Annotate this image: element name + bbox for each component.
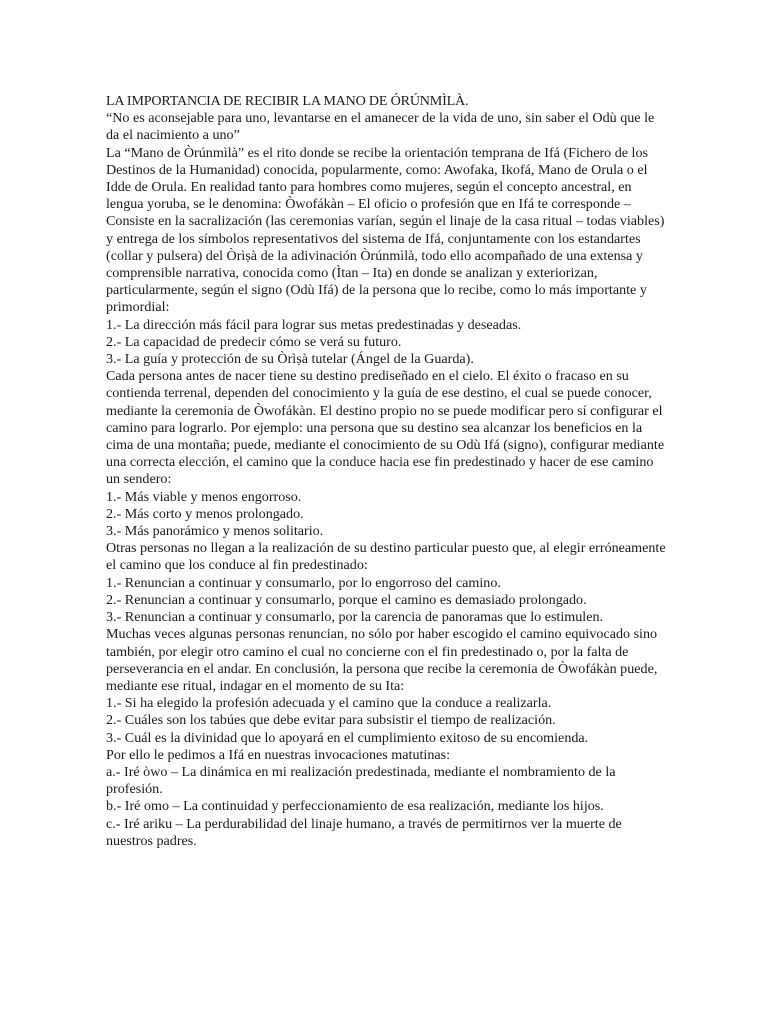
list-item: 2.- Más corto y menos prolongado. [106,505,304,522]
paragraph-destiny: Cada persona antes de nacer tiene su destino prediseñado en el cielo. El éxito o fracaso en su contienda terrenal, dependen del conocimiento y la guía de ese destino, el cual se puede conocer, mediante la ceremonia de Òwofákàn. El destino propio no se puede modificar pero sí configurar el camino para lograrlo. Por ejemplo: una persona que su destino sea alcanzar los beneficios en la cima de una montaña; puede, mediante el conocimiento de su Odù Ifá (signo), configurar mediante una correcta elección, el camino que la conduce hacia ese fin predestinado y hacer de ese camino un sendero: [106,368,665,488]
list-item: c.- Iré ariku – La perdurabilidad del linaje humano, a través de permitirnos ver la muerte de nuestros padres. [106,815,622,849]
epigraph-quote: “No es aconsejable para uno, levantarse en el amanecer de la vida de uno, sin saber el Odù que le da el nacimiento a uno” [106,110,655,144]
list-item: 1.- Renuncian a continuar y consumarlo, por lo engorroso del camino. [106,574,501,591]
paragraph-intro: La “Mano de Òrúnmìlà” es el rito donde se recibe la orientación temprana de Ifá (Fichero de los Destinos de la Humanidad) conocida, popularmente, como: Awofaka, Ikofá, Mano de Orula o el Idde de Orula. En realidad tanto para hombres como mujeres, según el concepto ancestral, en lengua yoruba, se le denomina: Òwofákàn – El oficio o profesión que en Ifá te corresponde – Consiste en la sacralización (las ceremonias varían, según el linaje de la casa ritual – todas viables) y entrega de los símbolos representativos del sistema de Ifá, conjuntamente con los estandartes (collar y pulsera) del Òrìṣà de la adivinación Òrúnmìlà, todo ello acompañado de una extensa y comprensible narrativa, conocida como (Ìtan – Ita) en donde se analizan y exteriorizan, particularmente, según el signo (Odù Ifá) de la persona que lo recibe, como lo más importante y primordial: [106,144,665,316]
list-item: 3.- La guía y protección de su Òrìṣà tutelar (Ángel de la Guarda). [106,351,474,368]
list-item: 2.- Renuncian a continuar y consumarlo, porque el camino es demasiado prolongado. [106,591,587,608]
list-item: a.- Iré òwo – La dinámica en mi realización predestinada, mediante el nombramiento de la profesión. [106,763,616,798]
list-item: 2.- La capacidad de predecir cómo se verá su futuro. [106,333,402,350]
document-body [106,93,666,850]
list-item: 3.- Cuál es la divinidad que lo apoyará en el cumplimiento exitoso de su encomienda. [106,729,589,746]
list-item: 3.- Renuncian a continuar y consumarlo, por la carencia de panoramas que lo estimulen. [106,609,604,626]
paragraph-invocations: Por ello le pedimos a Ifá en nuestras invocaciones matutinas: [106,746,451,763]
list-item: 1.- Si ha elegido la profesión adecuada y el camino que la conduce a realizarla. [106,695,552,712]
list-item: 1.- La dirección más fácil para lograr sus metas predestinadas y deseadas. [106,316,522,333]
paragraph-conclusion: Muchas veces algunas personas renuncian, no sólo por haber escogido el camino equivocado sino también, por elegir otro camino el cual no concierne con el fin predestinado o, por la falta de perseverancia en el andar. En conclusión, la persona que recibe la ceremonia de Òwofákàn puede, mediante ese ritual, indagar en el momento de su Ita: [106,626,658,694]
list-item: 3.- Más panorámico y menos solitario. [106,523,324,540]
paragraph-others: Otras personas no llegan a la realización de su destino particular puesto que, al elegir erróneamente el camino que los conduce al fin predestinado: [106,540,666,574]
list-item: b.- Iré omo – La continuidad y perfeccionamiento de esa realización, mediante los hijos. [106,798,604,815]
list-item: 1.- Más viable y menos engorroso. [106,488,302,505]
list-item: 2.- Cuáles son los tabúes que debe evitar para subsistir el tiempo de realización. [106,712,556,729]
document-title: LA IMPORTANCIA DE RECIBIR LA MANO DE ÓRÚNMÌLÀ. [106,93,469,109]
